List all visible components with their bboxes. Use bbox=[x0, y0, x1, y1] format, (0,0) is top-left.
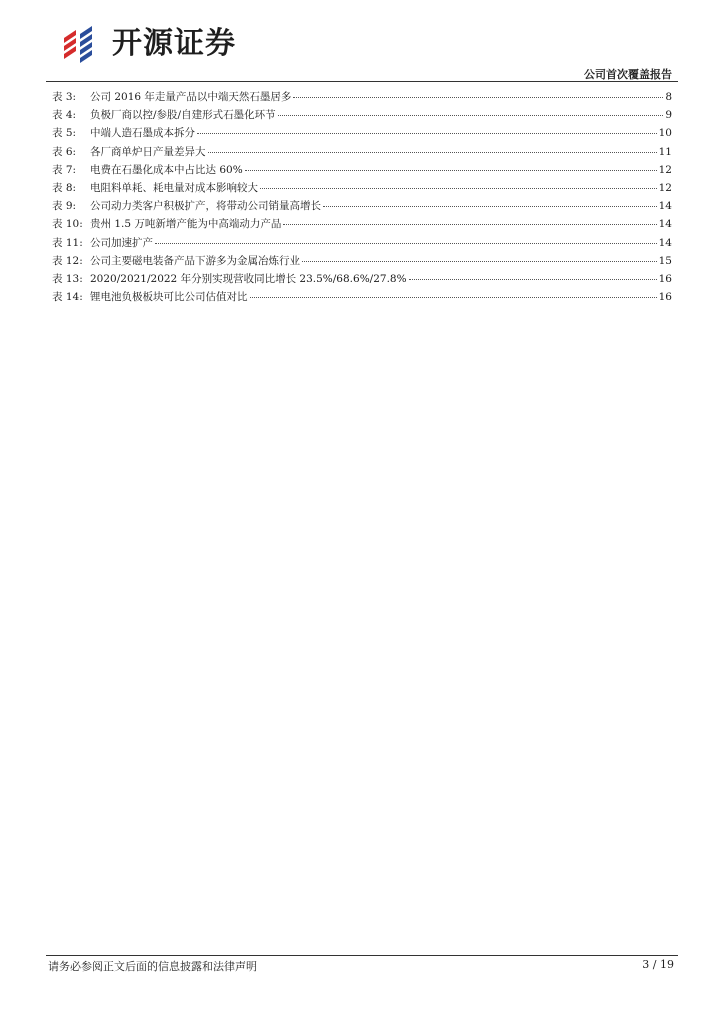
footer-disclaimer: 请务必参阅正文后面的信息披露和法律声明 bbox=[48, 960, 257, 973]
toc-page-number: 15 bbox=[658, 254, 672, 267]
toc-label: 表 12: bbox=[52, 254, 83, 267]
toc-title: 公司主要磁电装备产品下游多为金属冶炼行业 bbox=[90, 254, 300, 267]
report-type-label: 公司首次覆盖报告 bbox=[584, 68, 672, 81]
toc-entry[interactable] bbox=[52, 197, 672, 215]
toc-entry[interactable] bbox=[52, 124, 672, 142]
toc-leader bbox=[197, 123, 657, 134]
toc-title: 公司 2016 年走量产品以中端天然石墨居多 bbox=[90, 91, 292, 103]
header-divider bbox=[46, 81, 678, 82]
toc-page-number: 9 bbox=[665, 109, 672, 122]
toc-leader bbox=[278, 105, 664, 116]
toc-label: 表 6: bbox=[52, 145, 77, 158]
toc-label: 表 3: bbox=[52, 91, 77, 103]
company-name: 开源证券 bbox=[112, 26, 236, 61]
toc-page-number: 11 bbox=[658, 145, 672, 158]
toc-entry[interactable] bbox=[52, 88, 672, 106]
toc-leader bbox=[155, 233, 657, 244]
toc-title: 电阻料单耗、耗电量对成本影响较大 bbox=[90, 181, 258, 194]
toc-leader bbox=[302, 251, 657, 262]
toc-page-number: 10 bbox=[658, 127, 672, 140]
toc-leader bbox=[245, 160, 657, 171]
toc-title: 公司加速扩产 bbox=[90, 236, 153, 249]
toc-entry[interactable] bbox=[52, 288, 672, 306]
toc-label: 表 13: bbox=[52, 272, 83, 285]
toc-page-number: 16 bbox=[658, 291, 672, 304]
footer-divider bbox=[46, 955, 678, 956]
toc-page-number: 12 bbox=[658, 181, 672, 194]
toc-label: 表 8: bbox=[52, 181, 77, 194]
toc-leader bbox=[208, 142, 657, 153]
toc-page-number: 14 bbox=[658, 236, 672, 249]
toc-leader bbox=[260, 178, 657, 189]
toc-entry[interactable] bbox=[52, 106, 672, 124]
toc-entry[interactable] bbox=[52, 179, 672, 197]
toc-page-number: 8 bbox=[665, 91, 672, 103]
toc-entry[interactable] bbox=[52, 143, 672, 161]
toc-page-number: 14 bbox=[658, 218, 672, 231]
toc-label: 表 11: bbox=[52, 236, 83, 249]
toc-label: 表 7: bbox=[52, 163, 77, 176]
toc-leader bbox=[250, 287, 657, 298]
toc-title: 电费在石墨化成本中占比达 60% bbox=[90, 163, 243, 176]
toc-title: 负极厂商以控/参股/自建形式石墨化环节 bbox=[90, 109, 276, 122]
toc-label: 表 14: bbox=[52, 291, 83, 304]
toc-entry[interactable] bbox=[52, 161, 672, 179]
toc-title: 锂电池负极板块可比公司估值对比 bbox=[90, 291, 248, 304]
toc-entry[interactable] bbox=[52, 252, 672, 270]
toc-entry[interactable] bbox=[52, 215, 672, 233]
toc-title: 中端人造石墨成本拆分 bbox=[90, 127, 195, 140]
page-number: 3 / 19 bbox=[642, 958, 674, 971]
toc-page-number: 14 bbox=[658, 200, 672, 213]
toc-label: 表 4: bbox=[52, 109, 77, 122]
toc-leader bbox=[409, 269, 657, 280]
toc-leader bbox=[293, 87, 663, 98]
toc-leader bbox=[283, 214, 656, 225]
company-logo bbox=[60, 24, 236, 64]
toc-label: 表 10: bbox=[52, 218, 83, 231]
toc-entry[interactable] bbox=[52, 234, 672, 252]
toc-title: 公司动力类客户积极扩产，将带动公司销量高增长 bbox=[90, 200, 321, 213]
toc-title: 2020/2021/2022 年分别实现营收同比增长 23.5%/68.6%/27.8% bbox=[90, 272, 407, 285]
toc-title: 贵州 1.5 万吨新增产能为中高端动力产品 bbox=[90, 218, 282, 231]
toc-page-number: 12 bbox=[658, 163, 672, 176]
toc-label: 表 5: bbox=[52, 127, 77, 140]
toc-page-number: 16 bbox=[658, 272, 672, 285]
toc-title: 各厂商单炉日产量差异大 bbox=[90, 145, 206, 158]
toc-label: 表 9: bbox=[52, 200, 77, 213]
toc-leader bbox=[323, 196, 657, 207]
toc-entry[interactable] bbox=[52, 270, 672, 288]
table-of-contents bbox=[52, 88, 672, 306]
logo-mark-icon bbox=[60, 24, 106, 64]
